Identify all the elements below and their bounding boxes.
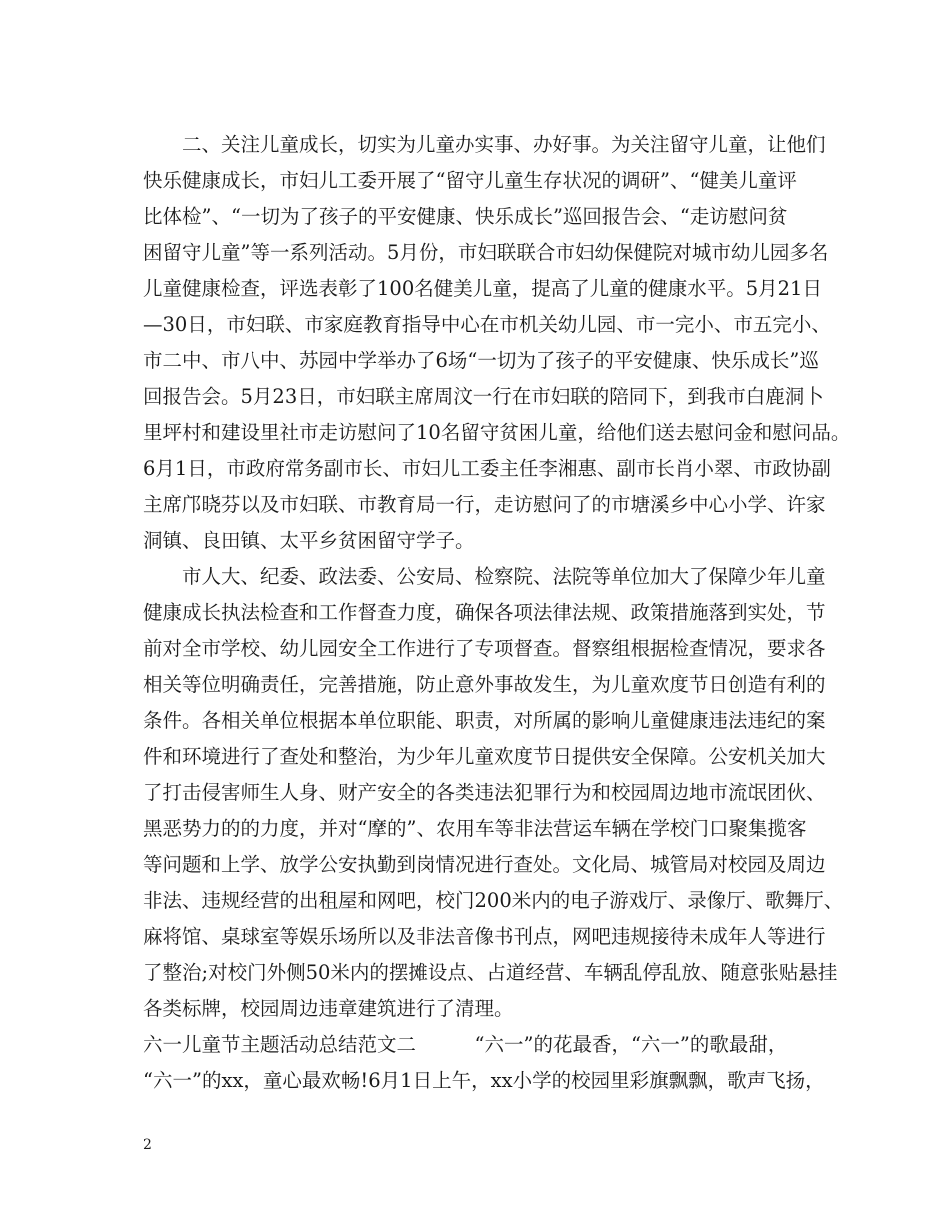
text-line: 黑恶势力的的力度，并对“摩的”、农用车等非法营运车辆在学校门口聚集揽客 xyxy=(143,817,807,840)
text-line: 了打击侵害师生人身、财产安全的各类违法犯罪行为和校园周边地市流氓团伙、 xyxy=(143,781,826,804)
text-line: —30日，市妇联、市家庭教育指导中心在市机关幼儿园、市一完小、市五完小、 xyxy=(143,313,831,336)
text-line: 市人大、纪委、政法委、公安局、检察院、法院等单位加大了保障少年儿童 xyxy=(143,565,826,588)
text-line: 主席邝晓芬以及市妇联、市教育局一行，走访慰问了的市塘溪乡中心小学、许家 xyxy=(143,493,826,516)
text-line: 前对全市学校、幼儿园安全工作进行了专项督查。督察组根据检查情况，要求各 xyxy=(143,637,826,660)
text-line: 健康成长执法检查和工作督查力度，确保各项法律法规、政策措施落到实处，节 xyxy=(143,601,826,624)
text-line: 6月1日，市政府常务副市长、市妇儿工委主任李湘惠、副市长肖小翠、市政协副 xyxy=(143,457,831,480)
text-line: 条件。各相关单位根据本单位职能、职责，对所属的影响儿童健康违法违纪的案 xyxy=(143,709,826,732)
text-line: 了整治;对校门外侧50米内的摆摊设点、占道经营、车辆乱停乱放、随意张贴悬挂 xyxy=(143,961,838,984)
text-line: 二、关注儿童成长，切实为儿童办实事、办好事。为关注留守儿童，让他们 xyxy=(143,133,826,156)
text-line: 件和环境进行了查处和整治，为少年儿童欢度节日提供安全保障。公安机关加大 xyxy=(143,745,826,768)
text-line: 相关等位明确责任，完善措施，防止意外事故发生，为儿童欢度节日创造有利的 xyxy=(143,673,826,696)
text-line: 非法、违规经营的出租屋和网吧，校门200米内的电子游戏厅、录像厅、歌舞厅、 xyxy=(143,889,844,912)
text-line: “六一”的xx，童心最欢畅!6月1日上午，xx小学的校园里彩旗飘飘，歌声飞扬， xyxy=(143,1069,825,1092)
text-line: 等问题和上学、放学公安执勤到岗情况进行查处。文化局、城管局对校园及周边 xyxy=(143,853,826,876)
document-body xyxy=(143,127,851,1099)
text-line: 困留守儿童”等一系列活动。5月份，市妇联联合市妇幼保健院对城市幼儿园多名 xyxy=(143,241,829,264)
text-line: 六一儿童节主题活动总结范文二 “六一”的花最香，“六一”的歌最甜， xyxy=(143,1033,788,1056)
text-line: 回报告会。5月23日，市妇联主席周汶一行在市妇联的陪同下，到我市白鹿洞卜 xyxy=(143,385,824,408)
text-line: 里坪村和建设里社市走访慰问了10名留守贫困儿童，给他们送去慰问金和慰问品。 xyxy=(143,421,851,444)
text-line: 快乐健康成长，市妇儿工委开展了“留守儿童生存状况的调研”、“健美儿童评 xyxy=(143,169,797,192)
text-line: 比体检”、“一切为了孩子的平安健康、快乐成长”巡回报告会、“走访慰问贫 xyxy=(143,205,788,228)
text-line: 市二中、市八中、苏园中学举办了6场“一切为了孩子的平安健康、快乐成长”巡 xyxy=(143,349,819,372)
text-line: 儿童健康检查，评选表彰了100名健美儿童，提高了儿童的健康水平。5月21日 xyxy=(143,277,822,300)
text-line: 麻将馆、桌球室等娱乐场所以及非法音像书刊点，网吧违规接待未成年人等进行 xyxy=(143,925,826,948)
page-number: 2 xyxy=(143,1137,152,1153)
text-line: 各类标牌，校园周边违章建筑进行了清理。 xyxy=(143,997,514,1020)
text-line: 洞镇、良田镇、太平乡贫困留守学子。 xyxy=(143,529,475,552)
